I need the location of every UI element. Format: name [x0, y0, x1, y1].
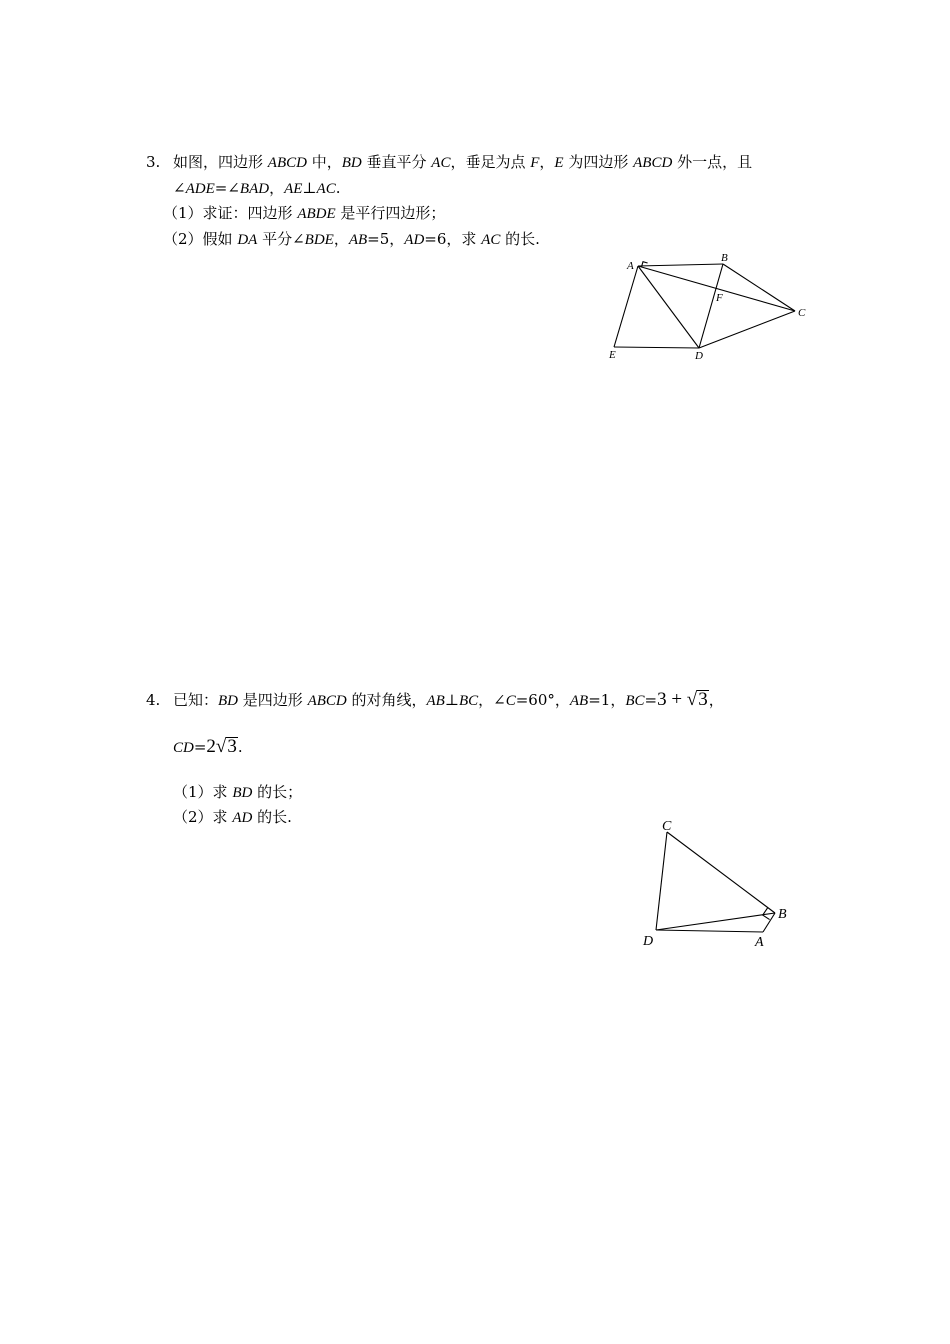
- problem-4-number: 4.: [146, 691, 161, 709]
- text-run: ，: [539, 153, 555, 171]
- segment-bc: [723, 264, 795, 311]
- cd-equals: =: [193, 738, 207, 756]
- problem-4-part-2: [173, 807, 292, 828]
- cd-label: CD: [173, 740, 194, 756]
- text-run: ∠: [173, 179, 186, 197]
- problem-4-figure: [630, 812, 810, 954]
- bc-trail: ，: [708, 691, 724, 709]
- problem-3-part-1: [163, 203, 445, 224]
- text-run: 垂直平分: [361, 153, 432, 171]
- label-d: D: [695, 350, 703, 362]
- math-variable: ADE: [185, 181, 215, 197]
- text-run: 为四边形: [563, 153, 634, 171]
- problem-4-part-1: [173, 782, 302, 803]
- math-variable: AC: [316, 181, 336, 197]
- math-variable: AB: [426, 693, 445, 709]
- problem-3-number: 3.: [146, 153, 161, 171]
- bc-value-lead: 3 +: [657, 689, 687, 710]
- text-run: .: [335, 179, 341, 197]
- text-run: ，∠: [478, 691, 506, 709]
- math-variable: AD: [404, 232, 425, 248]
- math-variable: E: [554, 155, 564, 171]
- text-run: ⊥: [302, 179, 317, 197]
- text-run: ，垂足为点: [450, 153, 531, 171]
- math-variable: AB: [569, 693, 589, 709]
- text-run: 平分∠: [257, 230, 305, 248]
- problem-3-part-2: [163, 229, 540, 250]
- math-variable: AE: [284, 181, 303, 197]
- segment-ad: [638, 266, 699, 348]
- math-variable: AC: [431, 155, 451, 171]
- problem-4-statement-line-2: [173, 737, 243, 758]
- math-variable: BD: [218, 693, 239, 709]
- cd-sqrt-radicand: 3: [227, 736, 237, 757]
- cd-value-lead: 2: [206, 736, 216, 757]
- text-run: 的长；: [252, 783, 303, 801]
- segment-db: [656, 913, 775, 930]
- text-run: （2）假如: [163, 230, 238, 248]
- text-run: =60°，: [515, 691, 570, 709]
- label-a: A: [755, 935, 764, 950]
- segment-ab: [638, 264, 723, 266]
- text-run: ，: [269, 179, 285, 197]
- problem-3-figure: [600, 248, 820, 368]
- math-variable: AD: [232, 810, 253, 826]
- label-f: F: [716, 292, 723, 304]
- math-variable: ABCD: [307, 693, 347, 709]
- segment-bd: [699, 264, 723, 348]
- text-run: 是四边形: [238, 691, 308, 709]
- label-d: D: [643, 934, 654, 949]
- cd-sqrt-symbol: √: [215, 736, 227, 757]
- text-run: =5，: [367, 230, 405, 248]
- problem-4-statement-line-1: [173, 690, 724, 711]
- text-run: 的对角线，: [346, 691, 427, 709]
- math-variable: C: [505, 693, 516, 709]
- math-variable: BD: [341, 155, 362, 171]
- problem-4-statement-text: [173, 691, 657, 709]
- label-a: A: [627, 260, 634, 272]
- text-run: ，: [333, 230, 349, 248]
- math-variable: BC: [458, 693, 479, 709]
- text-run: （2）求: [173, 808, 233, 826]
- math-variable: ABDE: [297, 206, 336, 222]
- math-variable: DA: [237, 232, 258, 248]
- math-variable: AC: [481, 232, 501, 248]
- segment-cb: [667, 832, 775, 913]
- math-variable: ABCD: [267, 155, 307, 171]
- segment-dc: [656, 832, 667, 930]
- label-c: C: [798, 307, 806, 319]
- problem-3-statement-line-1: [173, 152, 752, 173]
- text-run: =: [214, 179, 228, 197]
- bc-sqrt-symbol: √: [686, 689, 698, 710]
- segment-ea: [614, 266, 638, 347]
- label-b: B: [721, 252, 728, 264]
- label-e: E: [609, 349, 616, 361]
- text-run: ∠: [227, 179, 240, 197]
- math-variable: F: [530, 155, 540, 171]
- text-run: =6，求: [424, 230, 482, 248]
- math-variable: BD: [232, 785, 253, 801]
- text-run: （1）求: [173, 783, 233, 801]
- label-c: C: [662, 819, 672, 834]
- text-run: 是平行四边形；: [335, 204, 446, 222]
- math-variable: ABCD: [633, 155, 673, 171]
- math-variable: BDE: [304, 232, 334, 248]
- bc-value: [657, 689, 709, 710]
- text-run: （1）求证：四边形: [163, 204, 298, 222]
- label-b: B: [778, 907, 787, 922]
- math-variable: BAD: [239, 181, 270, 197]
- math-variable: BC: [625, 693, 645, 709]
- text-run: 如图，四边形: [173, 153, 268, 171]
- text-run: =: [644, 691, 658, 709]
- text-run: ⊥: [444, 691, 459, 709]
- problem-3-statement-line-2: [173, 178, 340, 199]
- segment-ad: [656, 930, 763, 932]
- segment-cd: [699, 311, 795, 348]
- text-run: =1，: [588, 691, 626, 709]
- text-run: 的长.: [252, 808, 292, 826]
- math-variable: AB: [348, 232, 368, 248]
- text-run: 的长.: [500, 230, 540, 248]
- segment-de: [614, 347, 699, 348]
- text-run: 中，: [306, 153, 342, 171]
- cd-value: [206, 736, 237, 757]
- text-run: 外一点，且: [672, 153, 753, 171]
- text-run: 已知：: [173, 691, 219, 709]
- cd-trail: .: [237, 738, 243, 756]
- bc-sqrt-radicand: 3: [698, 689, 708, 710]
